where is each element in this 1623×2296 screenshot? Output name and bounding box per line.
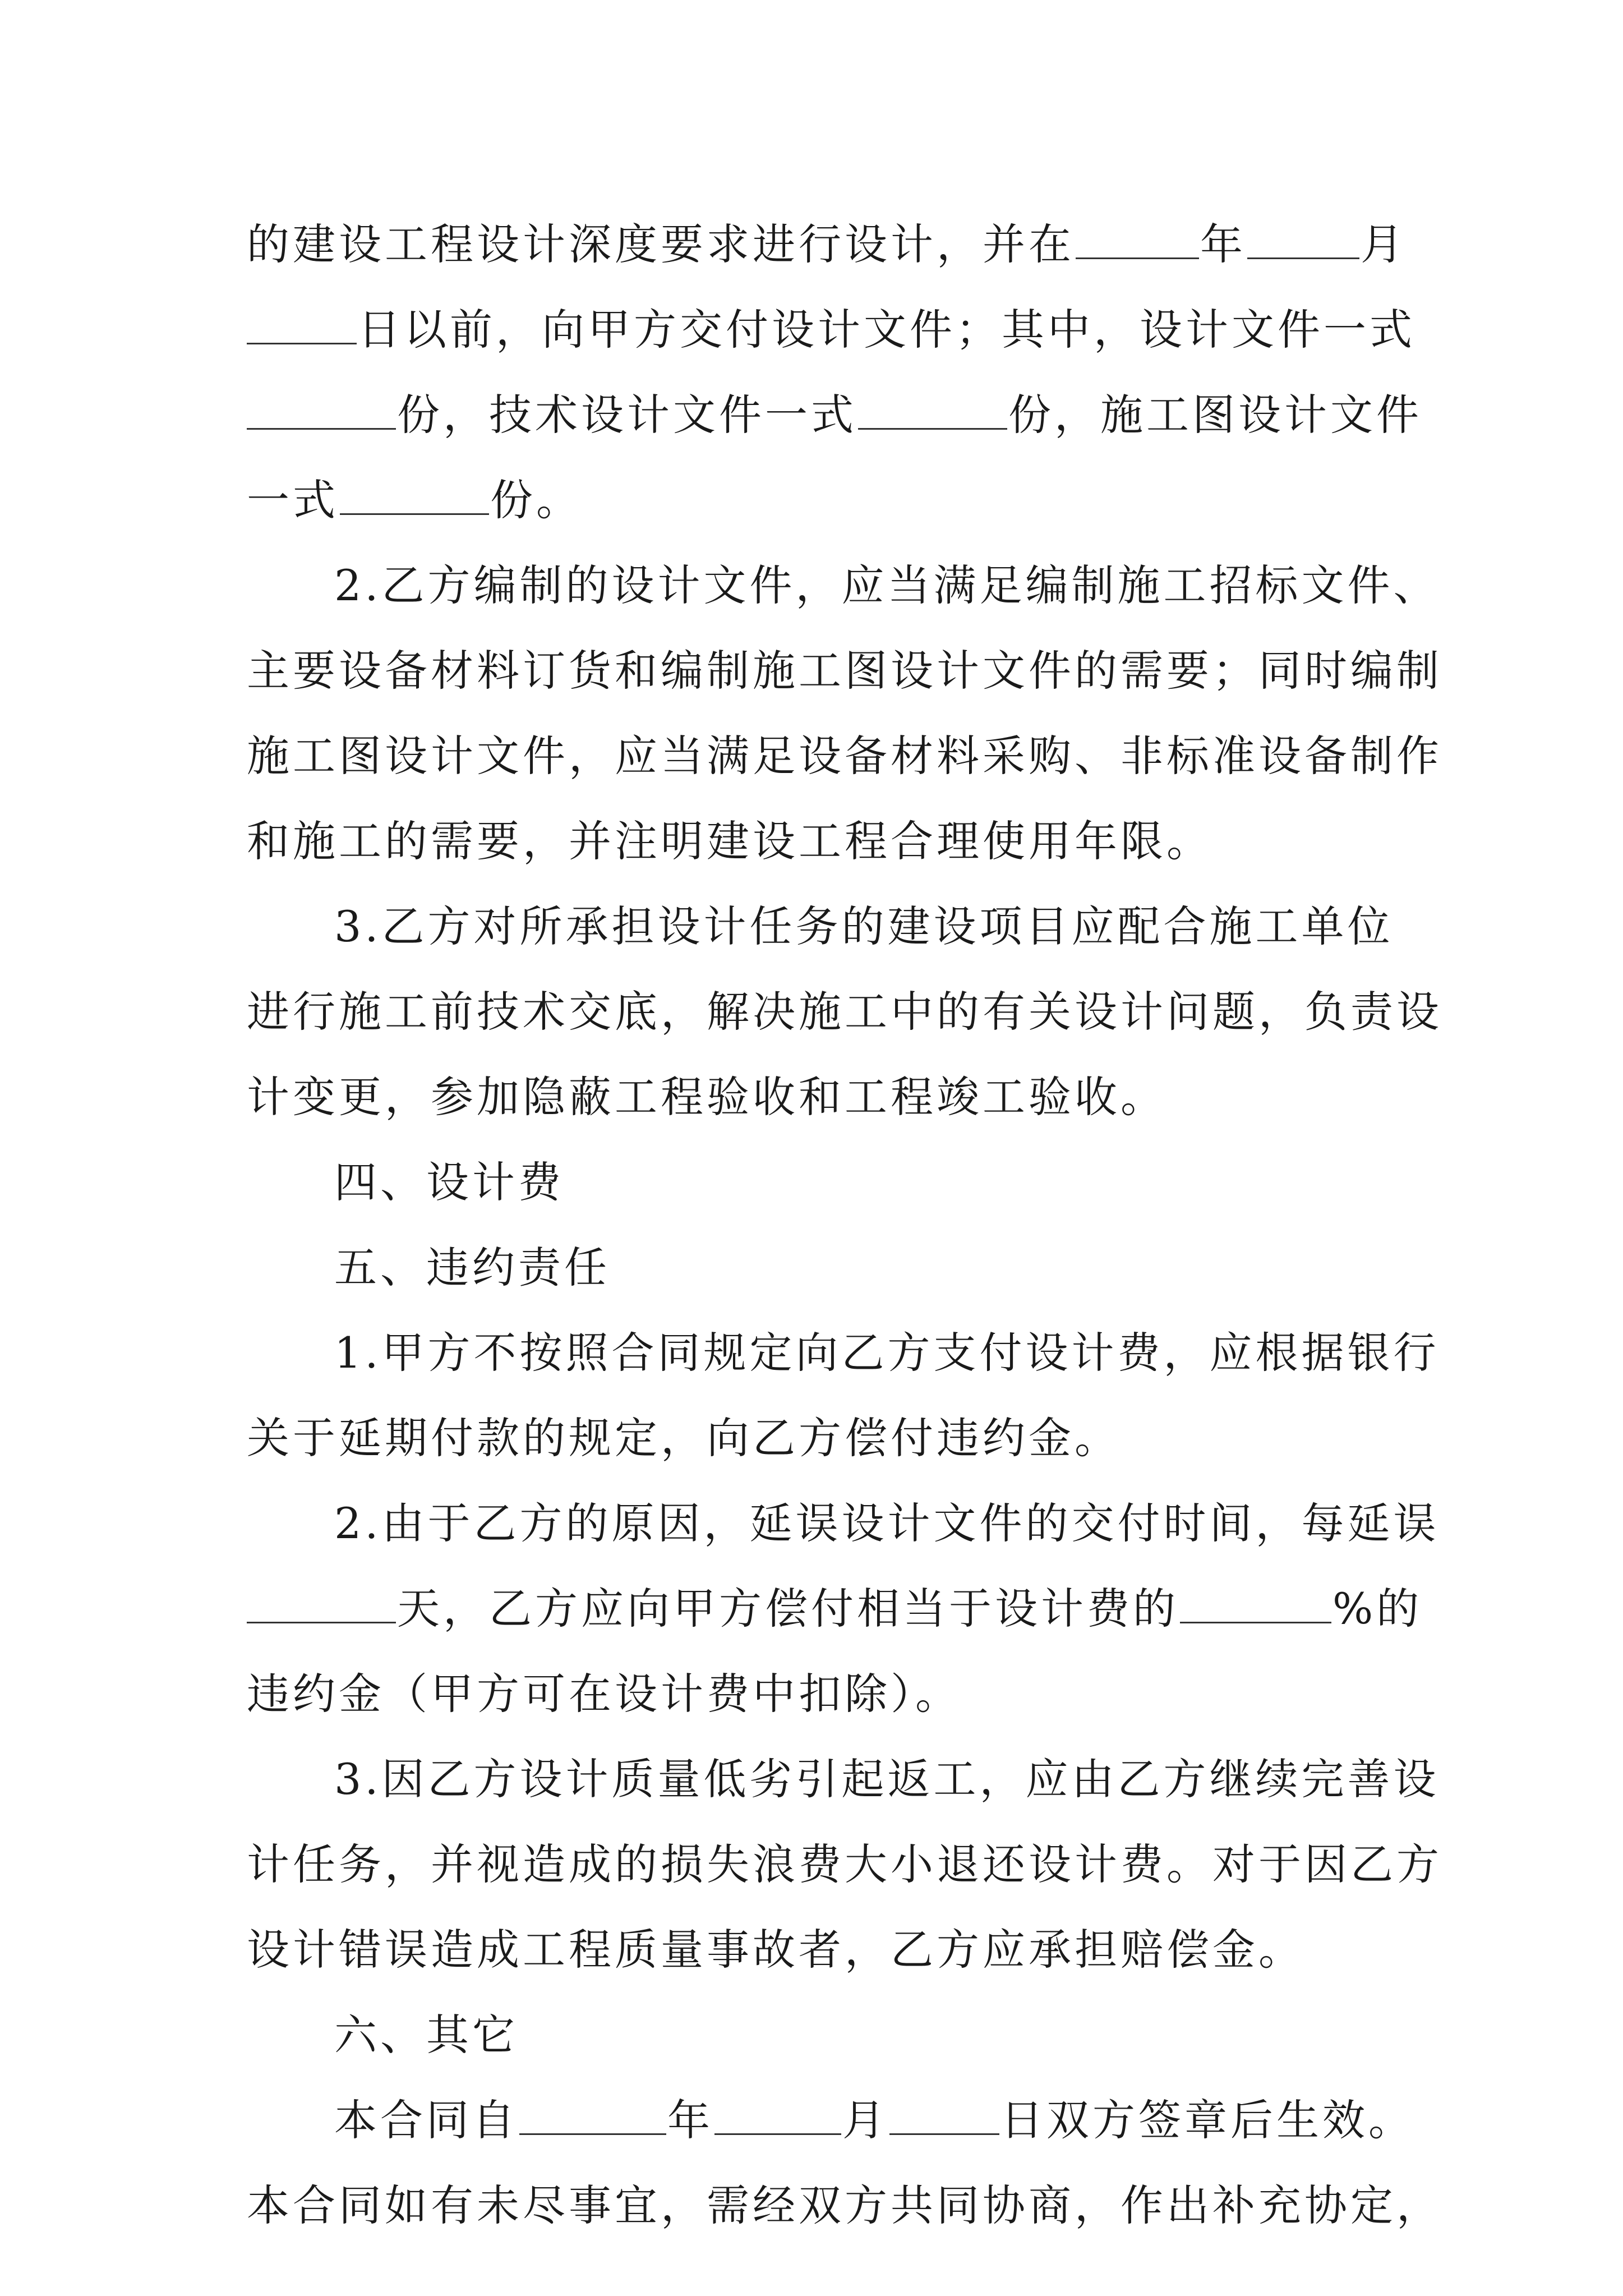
text-segment: 和施工的需要，并注明建设工程合理使用年限。 [247, 816, 1212, 866]
text-segment: 关于延期付款的规定，向乙方偿付违约金。 [247, 1413, 1121, 1463]
text-line [247, 1754, 1440, 1840]
text-segment: 五、违约责任 [334, 1243, 610, 1292]
text-segment: 份。 [490, 475, 582, 525]
blank-field [247, 394, 396, 430]
text-segment: 月 [1361, 219, 1407, 269]
text-segment: 3.因乙方设计质量低劣引起返工，应由乙方继续完善设 [334, 1754, 1440, 1804]
text-segment: 2.乙方编制的设计文件，应当满足编制施工招标文件、 [334, 560, 1440, 610]
text-segment: 2.由于乙方的原因，延误设计文件的交付时间，每延误 [334, 1498, 1440, 1548]
text-line [247, 901, 1394, 987]
text-segment: 3.乙方对所承担设计任务的建设项目应配合施工单位 [334, 901, 1394, 951]
text-segment: 天，乙方应向甲方偿付相当于设计费的 [397, 1584, 1179, 1634]
text-segment: 份，技术设计文件一式 [397, 390, 857, 440]
text-line [247, 390, 1422, 476]
text-line [247, 731, 1442, 817]
text-line [247, 1669, 1391, 1755]
section-heading [247, 2010, 1391, 2096]
text-line [247, 1328, 1440, 1414]
text-segment: 日双方签章后生效。 [1000, 2095, 1414, 2145]
text-segment: 设计错误造成工程质量事故者，乙方应承担赔偿金。 [247, 1925, 1304, 1975]
text-line [247, 2180, 1442, 2266]
text-segment: 日以前，向甲方交付设计文件；其中，设计文件一式 [358, 305, 1415, 355]
text-segment: 年 [667, 2095, 713, 2145]
text-segment: 本合同如有未尽事宜，需经双方共同协商，作出补充协定， [247, 2180, 1442, 2230]
text-segment: 本合同自 [334, 2095, 518, 2145]
text-segment: 份，施工图设计文件 [1008, 390, 1422, 440]
blank-field [858, 394, 1007, 430]
text-line [247, 560, 1440, 646]
section-heading [247, 1158, 1391, 1243]
text-segment: 一式 [247, 475, 339, 525]
text-segment: 违约金（甲方可在设计费中扣除）。 [247, 1669, 961, 1719]
text-line [247, 1925, 1391, 2010]
text-line [247, 1498, 1440, 1584]
text-line [247, 1414, 1391, 1499]
text-line [247, 305, 1415, 390]
text-line [247, 1584, 1423, 1669]
text-segment: %的 [1332, 1584, 1423, 1634]
text-segment: 的建设工程设计深度要求进行设计，并在 [247, 219, 1075, 269]
text-line [247, 1073, 1391, 1158]
text-segment: 四、设计费 [334, 1157, 564, 1207]
text-segment: 年 [1200, 219, 1246, 269]
text-segment: 六、其它 [334, 2010, 518, 2060]
text-segment: 计任务，并视造成的损失浪费大小退还设计费。对于因乙方 [247, 1839, 1442, 1889]
text-segment: 1.甲方不按照合同规定向乙方支付设计费，应根据银行 [334, 1328, 1440, 1378]
text-line [247, 646, 1442, 731]
blank-field [1247, 224, 1359, 259]
text-line [247, 219, 1407, 305]
text-line [247, 1839, 1442, 1925]
section-heading [247, 1243, 1391, 1328]
blank-field [247, 1588, 396, 1623]
blank-field [889, 2100, 999, 2135]
blank-field [1180, 1588, 1331, 1623]
text-line [247, 476, 1391, 561]
text-segment: 施工图设计文件，应当满足设备材料采购、非标准设备制作 [247, 731, 1442, 781]
text-line [247, 987, 1442, 1073]
blank-field [1076, 224, 1199, 259]
text-line [247, 817, 1391, 902]
text-segment: 月 [842, 2095, 888, 2145]
blank-field [340, 480, 489, 515]
document-body [247, 219, 1442, 2266]
text-line [247, 2095, 1414, 2181]
blank-field [519, 2100, 666, 2135]
text-segment: 主要设备材料订货和编制施工图设计文件的需要；同时编制 [247, 646, 1442, 696]
text-segment: 进行施工前技术交底，解决施工中的有关设计问题，负责设 [247, 987, 1442, 1037]
text-segment: 计变更，参加隐蔽工程验收和工程竣工验收。 [247, 1072, 1166, 1122]
blank-field [714, 2100, 841, 2135]
blank-field [247, 309, 357, 344]
